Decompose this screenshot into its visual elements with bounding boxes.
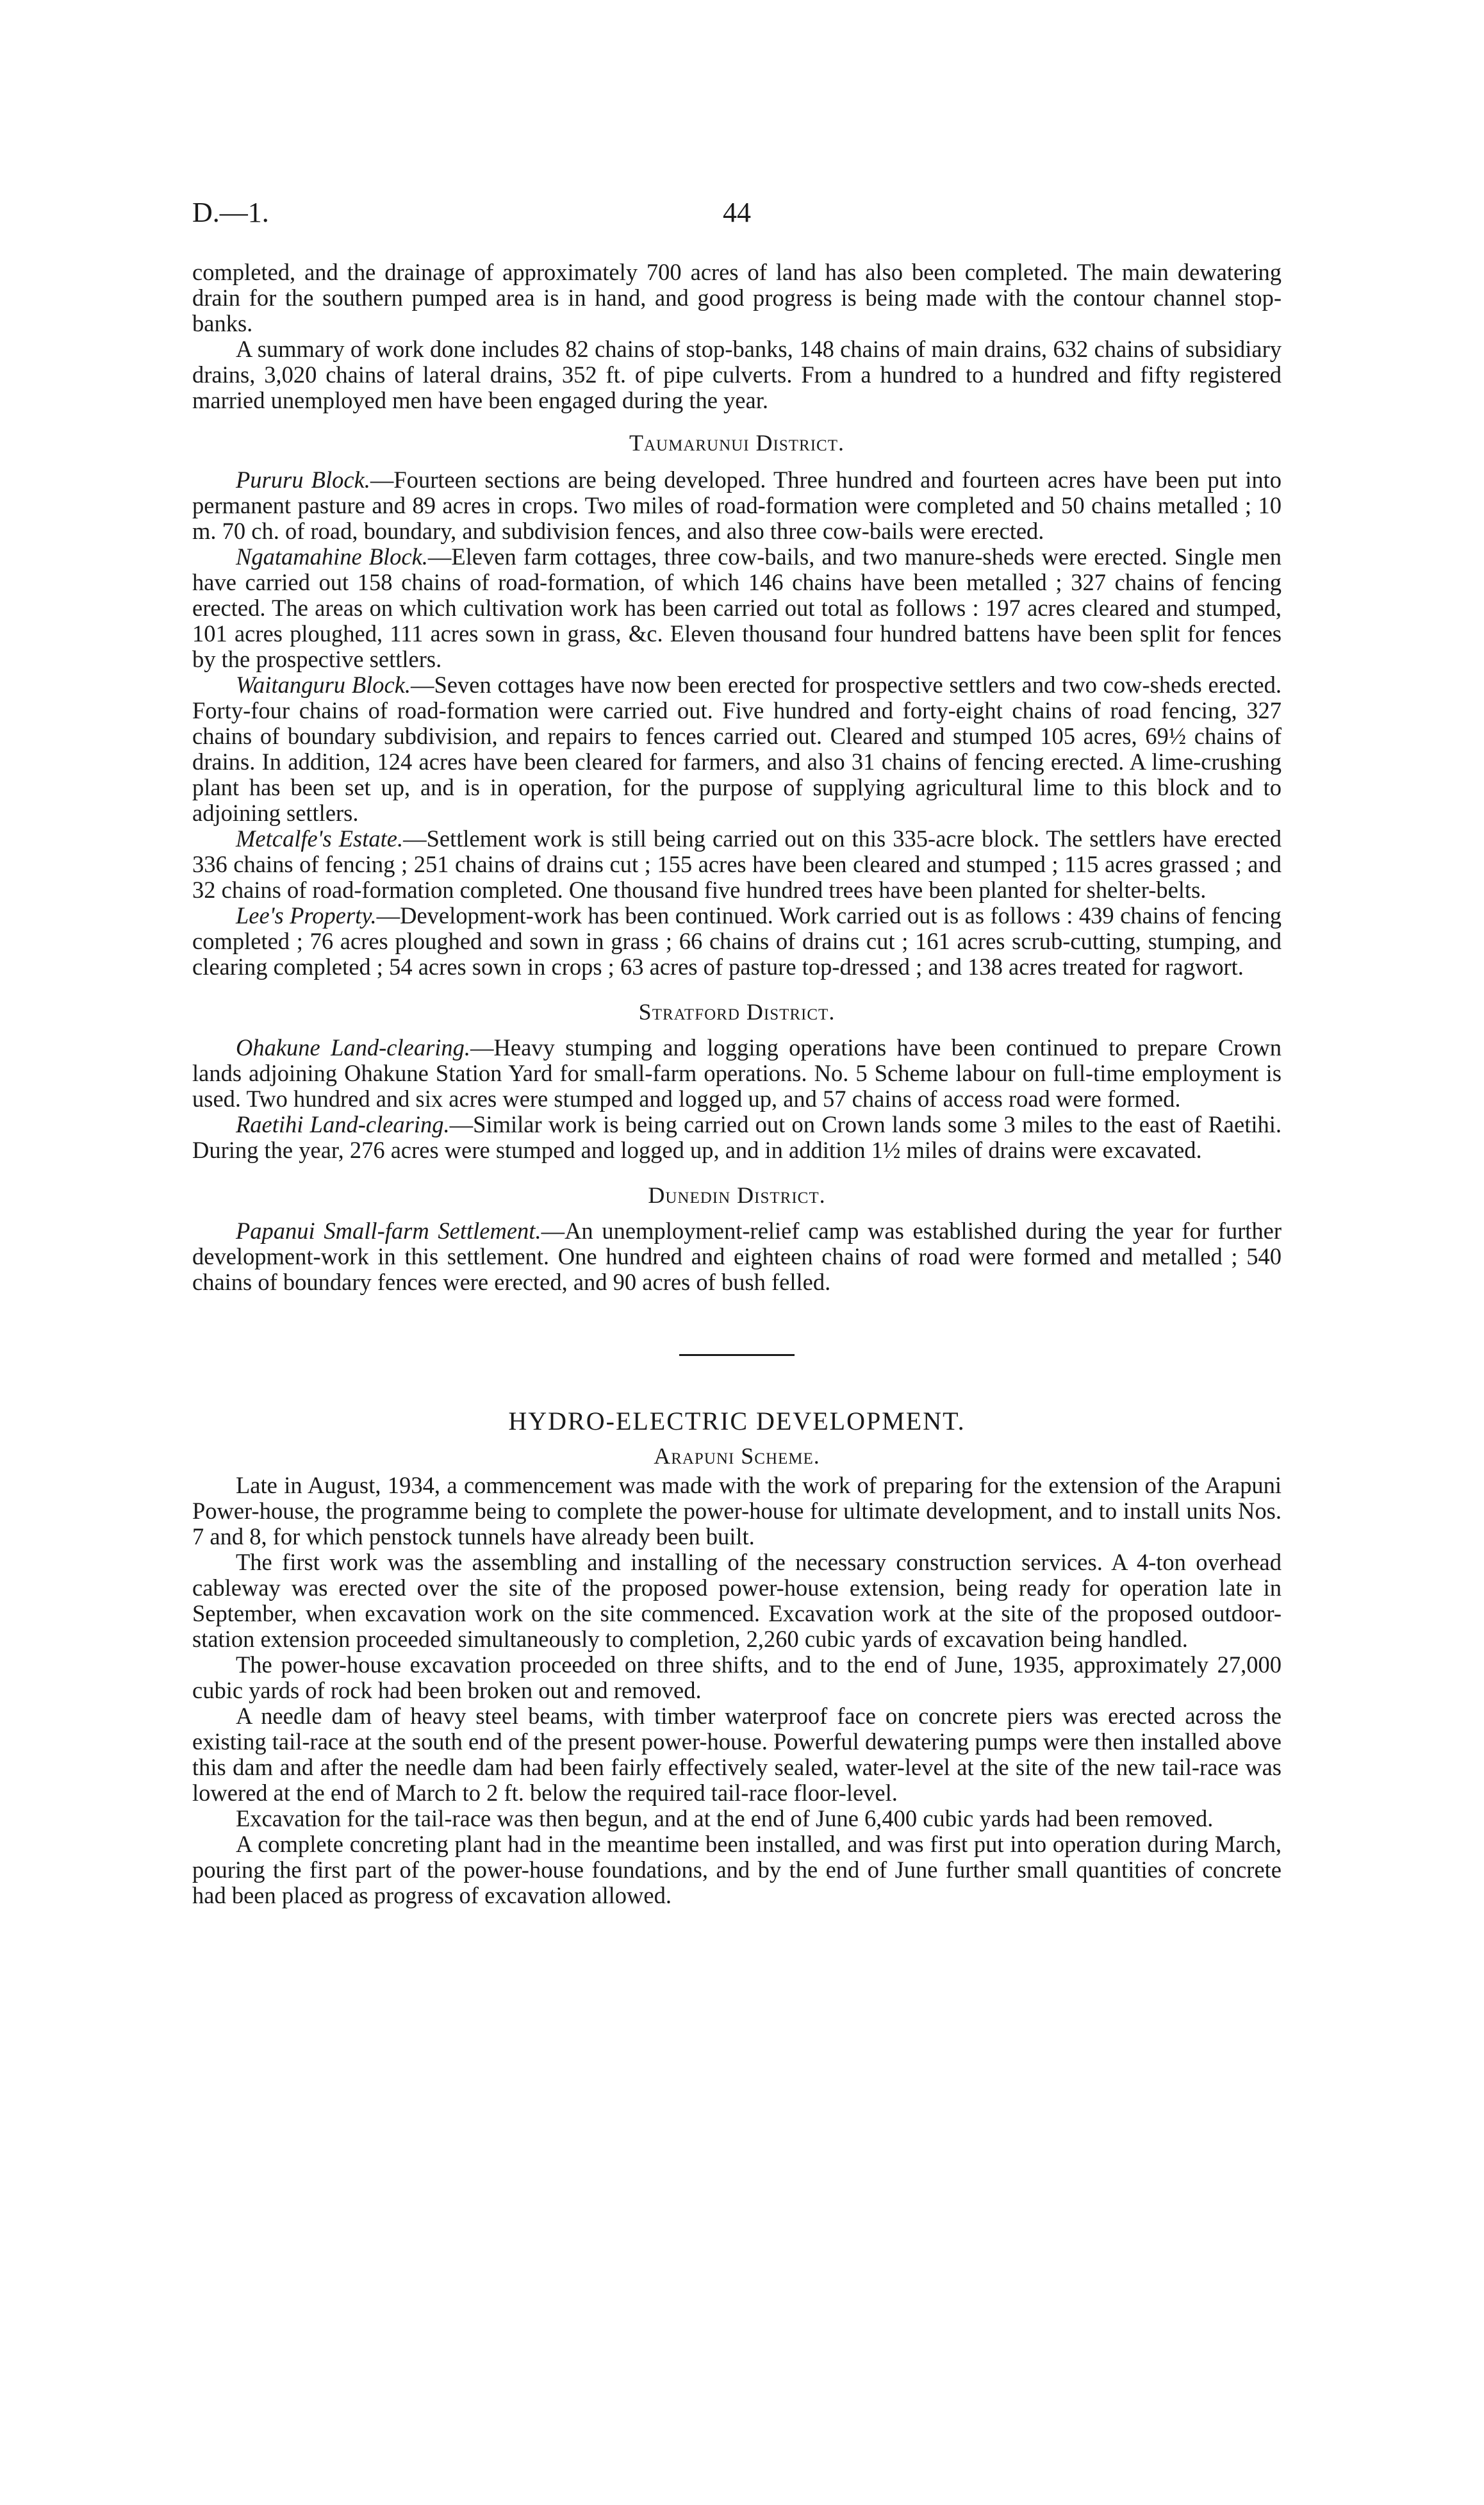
section-heading-taumarunui: Taumarunui District. [629,430,845,456]
block-paragraph-papanui: Papanui Small-farm Settlement.—An unemployment-relief camp was established during the year for further development-work in this settlement. One hundred and eighteen chains of road were formed and metalled ; 540 chains of boundary fences were erected, and 90 acres of bush felled. [192,1218,1282,1295]
block-paragraph-ngatamahine: Ngatamahine Block.—Eleven farm cottages, three cow-bails, and two manure-sheds were erected. Single men have carried out 158 chains of road-formation, of which 146 chains have been metalled ; 327 chains of fencing erected. The areas on which cultivation work has been carried out total as follows : 197 acres cleared and stumped, 101 acres ploughed, 111 acres sown in grass, &c. Eleven thousand four hundred battens have been split for fences by the prospective settlers. [192,543,1282,672]
section-divider [679,1354,795,1356]
hydro-paragraph: The first work was the assembling and installing of the necessary construction services. A 4-ton overhead cableway was erected over the site of the proposed power-house extension, being ready for operation late in September, when excavation work on the site commenced. Excavation work at the site of the proposed outdoor-station extension proceeded simultaneously to completion, 2,260 cubic yards of excavation being handled. [192,1549,1282,1652]
hydro-title: HYDRO-ELECTRIC DEVELOPMENT. [508,1407,966,1435]
block-title: Ngatamahine Block. [236,543,428,570]
block-paragraph-ohakune: Ohakune Land-clearing.—Heavy stumping and logging operations have been continued to prepare Crown lands adjoining Ohakune Station Yard for small-farm operations. No. 5 Scheme labour on full-time employment is used. Two hundred and six acres were stumped and logged up, and 57 chains of access road were formed. [192,1034,1282,1112]
hydro-paragraph: The power-house excavation proceeded on three shifts, and to the end of June, 1935, approximately 27,000 cubic yards of rock had been broken out and removed. [192,1651,1282,1703]
page-header [192,196,1282,235]
block-title: Ohakune Land-clearing. [236,1034,471,1061]
block-paragraph-lee: Lee's Property.—Development-work has been continued. Work carried out is as follows : 439 chains of fencing completed ; 76 acres ploughed and sown in grass ; 66 chains of drains cut ; 161 acres scrub-cutting, stumping, and clearing completed ; 54 acres sown in crops ; 63 acres of pasture top-dressed ; and 138 acres treated for ragwort. [192,902,1282,980]
block-paragraph-waitanguru: Waitanguru Block.—Seven cottages have now been erected for prospective settlers and two cow-sheds erected. Forty-four chains of road-formation were carried out. Five hundred and forty-eight chains of road fencing, 327 chains of boundary subdivision, and repairs to fences carried out. Cleared and stumped 105 acres, 69½ chains of drains. In addition, 124 acres have been cleared for farmers, and also 31 chains of fencing erected. A lime-crushing plant has been set up, and is in operation, for the purpose of supplying agricultural lime to this block and to adjoining settlers. [192,672,1282,826]
intro-paragraph: completed, and the drainage of approximately 700 acres of land has also been completed. The main dewatering drain for the southern pumped area is in hand, and good progress is being made with the contour channel stop-banks. [192,259,1282,336]
intro-paragraph: A summary of work done includes 82 chains of stop-banks, 148 chains of main drains, 632 chains of subsidiary drains, 3,020 chains of lateral drains, 352 ft. of pipe culverts. From a hundred to a hundred and fifty registered married unemployed men have been engaged during the year. [192,336,1282,413]
block-paragraph-pururu: Pururu Block.—Fourteen sections are being developed. Three hundred and fourteen acres have been put into permanent pasture and 89 acres in crops. Two miles of road-formation were completed and 50 chains metalled ; 10 m. 70 ch. of road, boundary, and subdivision fences, and also three cow-bails were erected. [192,467,1282,544]
hydro-paragraph: A needle dam of heavy steel beams, with timber waterproof face on concrete piers was erected across the existing tail-race at the south end of the present power-house. Powerful dewatering pumps were then installed above this dam and after the needle dam had been fairly effectively sealed, water-level at the site of the new tail-race was lowered at the end of March to 2 ft. below the required tail-race floor-level. [192,1703,1282,1806]
page-body [192,260,1282,1908]
hydro-paragraph: Late in August, 1934, a commencement was made with the work of preparing for the extension of the Arapuni Power-house, the programme being to complete the power-house for ultimate development, and to install units Nos. 7 and 8, for which penstock tunnels have already been built. [192,1472,1282,1550]
block-title: Waitanguru Block. [236,672,411,698]
hydro-paragraph: A complete concreting plant had in the meantime been installed, and was first put into operation during March, pouring the first part of the power-house foundations, and by the end of June further small quantities of concrete had been placed as progress of excavation allowed. [192,1831,1282,1908]
hydro-subheading: Arapuni Scheme. [654,1443,820,1469]
section-heading-stratford: Stratford District. [638,999,836,1025]
block-title: Lee's Property. [236,902,377,929]
section-heading-dunedin: Dunedin District. [648,1182,826,1208]
block-paragraph-raetihi: Raetihi Land-clearing.—Similar work is being carried out on Crown lands some 3 miles to the east of Raetihi. During the year, 276 acres were stumped and logged up, and in addition 1½ miles of drains were excavated. [192,1111,1282,1163]
block-title: Pururu Block. [236,467,370,493]
block-paragraph-metcalfe: Metcalfe's Estate.—Settlement work is still being carried out on this 335-acre block. The settlers have erected 336 chains of fencing ; 251 chains of drains cut ; 155 acres have been cleared and stumped ; 115 acres grassed ; and 32 chains of road-formation completed. One thousand five hundred trees have been planted for shelter-belts. [192,825,1282,903]
block-title: Metcalfe's Estate. [236,825,404,852]
page-number: 44 [723,197,751,228]
hydro-paragraph: Excavation for the tail-race was then begun, and at the end of June 6,400 cubic yards had been removed. [236,1805,1214,1831]
document-reference: D.—1. [192,197,269,228]
block-title: Raetihi Land-clearing. [236,1111,450,1137]
block-title: Papanui Small-farm Settlement. [236,1218,541,1244]
